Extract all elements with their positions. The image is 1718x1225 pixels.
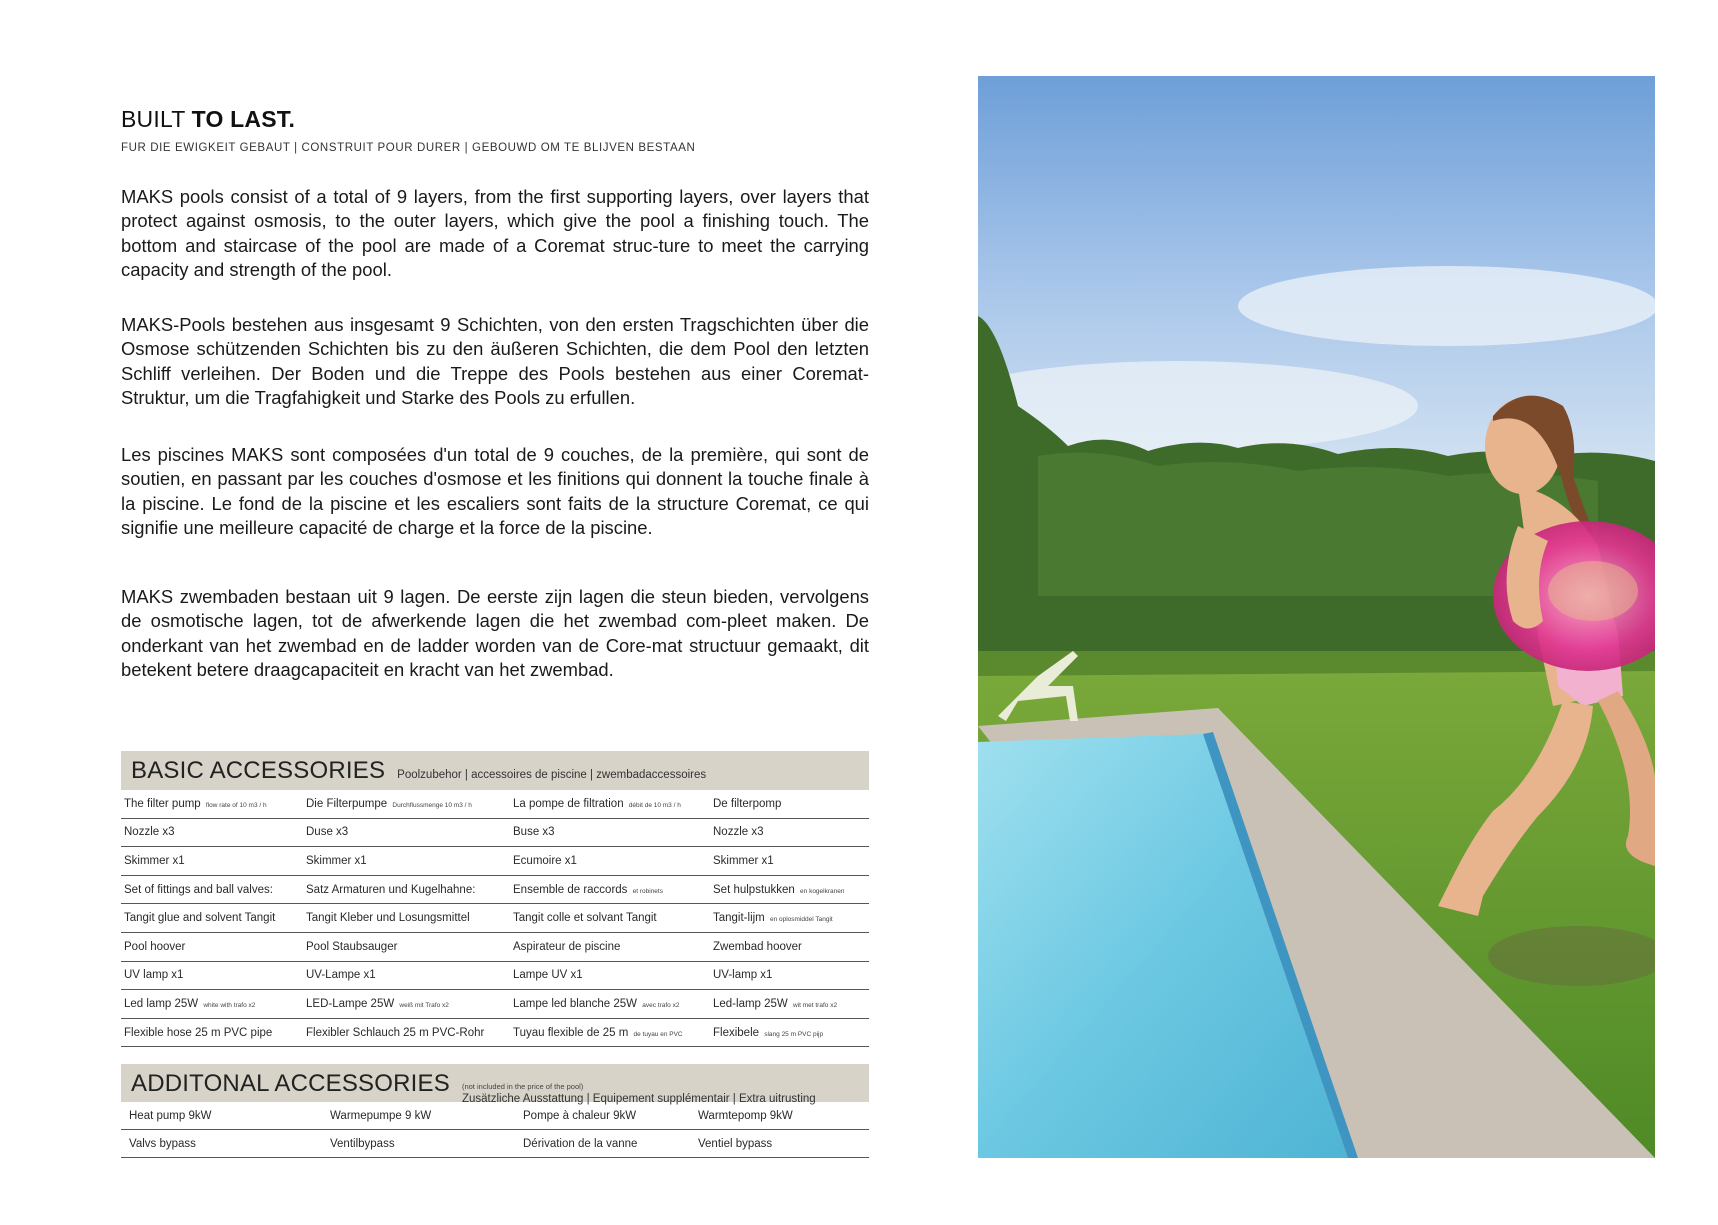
table-cell <box>513 969 713 981</box>
table-cell <box>713 798 869 810</box>
paragraph-dutch: MAKS zwembaden bestaan uit 9 lagen. De eerste zijn lagen die steun bieden, vervolgens de osmotische lagen, tot de afwerkende lagen die het zwembad com-pleet maken. De onderkant van het zwembad en de ladder worden van de Core-mat structuur gemaakt, dit betekent betere draagcapaciteit en kracht van het zwembad. <box>121 586 869 680</box>
table-cell <box>513 998 713 1010</box>
table-row <box>121 819 869 848</box>
cell-text: UV-lamp x1 <box>713 969 773 982</box>
cell-text: Tangit colle et solvant Tangit <box>513 912 657 925</box>
cell-text: Set of fittings and ball valves: <box>124 883 273 896</box>
table-cell <box>330 1110 523 1122</box>
table-row <box>121 933 869 962</box>
table-row <box>121 1019 869 1048</box>
table-cell <box>306 912 513 924</box>
basic-accessories-subtitle: Poolzubehor | accessoires de piscine | zwembadaccessoires <box>397 769 707 781</box>
cell-text: Ventiel bypass <box>698 1137 773 1150</box>
table-cell <box>513 798 713 810</box>
table-cell <box>121 1027 306 1039</box>
paragraph-french: Les piscines MAKS sont composées d'un total de 9 couches, de la première, qui sont de soutien, en passant par les couches d'osmose et les finitions qui donnent la touche finale à la piscine. Le fond de la piscine et les escaliers sont faits de la structure Coremat, ce qui signifie une meilleure capacité de charge et la force de la piscine. <box>121 444 869 538</box>
pool-scene-illustration <box>978 76 1655 1158</box>
table-cell <box>121 1138 330 1150</box>
additional-accessories-note: (not included in the price of the pool) <box>461 1082 584 1091</box>
table-cell <box>513 912 713 924</box>
table-cell <box>121 798 306 810</box>
title-part-1: BUILT <box>121 106 186 132</box>
additional-accessories-subtitle: Zusätzliche Ausstattung | Equipement supplémentair | Extra uitrusting <box>461 1093 816 1105</box>
table-cell <box>306 1027 513 1039</box>
cell-text: Flexibele <box>713 1026 763 1039</box>
table-cell <box>698 1138 869 1150</box>
table-row <box>121 1130 869 1158</box>
swim-ring-hole <box>1548 561 1638 621</box>
cell-note: white with trafo x2 <box>203 1001 256 1009</box>
table-cell <box>698 1110 869 1122</box>
cell-text: La pompe de filtration <box>513 797 627 810</box>
cell-text: Duse x3 <box>306 826 349 839</box>
cell-note: flow rate of 10 m3 / h <box>205 801 267 809</box>
cell-note: et robinets <box>632 887 663 895</box>
table-cell <box>121 1110 330 1122</box>
cell-text: Tangit-lijm <box>713 912 768 925</box>
table-cell <box>121 884 306 896</box>
table-cell <box>523 1138 698 1150</box>
page-subtitle: FUR DIE EWIGKEIT GEBAUT | CONSTRUIT POUR DURER | GEBOUWD OM TE BLIJVEN BESTAAN <box>121 142 696 154</box>
cell-text: UV-Lampe x1 <box>306 969 376 982</box>
table-row <box>121 876 869 905</box>
cell-text: UV lamp x1 <box>124 969 184 982</box>
cell-text: Set hulpstukken <box>713 883 799 896</box>
table-cell <box>713 969 869 981</box>
table-cell <box>121 998 306 1010</box>
cell-text: Warmtepomp 9kW <box>698 1109 793 1122</box>
table-cell <box>306 798 513 810</box>
cell-text: Zwembad hoover <box>713 940 802 953</box>
cell-text: Nozzle x3 <box>124 826 175 839</box>
cell-text: Led lamp 25W <box>124 997 202 1010</box>
table-cell <box>330 1138 523 1150</box>
table-cell <box>121 855 306 867</box>
table-row <box>121 847 869 876</box>
cell-text: Nozzle x3 <box>713 826 764 839</box>
table-cell <box>713 1027 869 1039</box>
cell-text: Flexibler Schlauch 25 m PVC-Rohr <box>306 1026 485 1039</box>
table-row <box>121 990 869 1019</box>
cell-note: avec trafo x2 <box>642 1001 680 1009</box>
cell-text: Buse x3 <box>513 826 555 839</box>
table-cell <box>713 855 869 867</box>
table-cell <box>713 826 869 838</box>
table-row <box>121 962 869 991</box>
table-row <box>121 790 869 819</box>
cell-text: Warmepumpe 9 kW <box>330 1109 432 1122</box>
pool-photo <box>978 76 1655 1158</box>
cell-text: Valvs bypass <box>129 1137 196 1150</box>
table-cell <box>306 969 513 981</box>
cell-text: Tangit Kleber und Losungsmittel <box>306 912 470 925</box>
cell-text: Ensemble de raccords <box>513 883 631 896</box>
cell-text: Tangit glue and solvent Tangit <box>124 912 276 925</box>
table-cell <box>713 998 869 1010</box>
cell-text: Pompe à chaleur 9kW <box>523 1109 637 1122</box>
table-cell <box>306 855 513 867</box>
cell-text: Pool hoover <box>124 940 186 953</box>
cell-note: de tuyau en PVC <box>633 1030 683 1038</box>
cell-text: Die Filterpumpe <box>306 797 391 810</box>
title-part-2: TO LAST. <box>191 106 296 132</box>
paragraph-english: MAKS pools consist of a total of 9 layers, from the first supporting layers, over layers that protect against osmosis, to the outer layers, which give the pool a finishing touch. The bottom and staircase of the pool are made of a Coremat struc-ture to meet the carrying capacity and strength of the pool. <box>121 186 869 280</box>
table-cell <box>513 884 713 896</box>
table-cell <box>121 826 306 838</box>
table-cell <box>713 884 869 896</box>
additional-accessories-table <box>121 1102 869 1158</box>
table-cell <box>306 826 513 838</box>
cell-note: débit de 10 m3 / h <box>628 801 681 809</box>
table-row <box>121 1102 869 1130</box>
cell-text: Flexible hose 25 m PVC pipe <box>124 1026 273 1039</box>
table-cell <box>121 941 306 953</box>
additional-accessories-title: ADDITONAL ACCESSORIES <box>131 1070 450 1097</box>
table-cell <box>121 969 306 981</box>
table-cell <box>121 912 306 924</box>
cell-text: Aspirateur de piscine <box>513 940 621 953</box>
cell-text: Lampe led blanche 25W <box>513 997 641 1010</box>
cell-text: LED-Lampe 25W <box>306 997 398 1010</box>
basic-accessories-title: BASIC ACCESSORIES <box>131 757 386 784</box>
table-cell <box>523 1110 698 1122</box>
cell-text: Skimmer x1 <box>713 854 774 867</box>
cell-text: Lampe UV x1 <box>513 969 583 982</box>
additional-accessories-header <box>121 1064 869 1105</box>
cell-text: Ventilbypass <box>330 1137 395 1150</box>
cell-text: The filter pump <box>124 797 204 810</box>
cell-note: en oplosmiddel Tangit <box>769 916 833 924</box>
cell-text: Led-lamp 25W <box>713 997 791 1010</box>
page-title <box>121 106 295 133</box>
cell-text: Écumoire x1 <box>513 854 577 867</box>
cell-text: Pool Staubsauger <box>306 940 398 953</box>
cell-note: slang 25 m PVC pijp <box>764 1030 824 1038</box>
cloud <box>1238 266 1655 346</box>
cell-text: Dérivation de la vanne <box>523 1137 638 1150</box>
cell-note: Durchflussmenge 10 m3 / h <box>392 801 472 809</box>
cell-text: Skimmer x1 <box>124 854 185 867</box>
cell-text: De filterpomp <box>713 797 782 810</box>
table-cell <box>513 1027 713 1039</box>
cell-text: Tuyau flexible de 25 m <box>513 1026 632 1039</box>
table-cell <box>306 998 513 1010</box>
table-cell <box>306 941 513 953</box>
table-row <box>121 904 869 933</box>
table-cell <box>513 855 713 867</box>
table-cell <box>513 941 713 953</box>
cell-note: wit met trafo x2 <box>792 1001 838 1009</box>
cell-note: en kogelkranen <box>800 887 845 895</box>
table-cell <box>713 912 869 924</box>
cell-text: Skimmer x1 <box>306 854 367 867</box>
basic-accessories-table <box>121 790 869 1047</box>
cell-note: weiß mit Trafo x2 <box>399 1001 449 1009</box>
table-cell <box>513 826 713 838</box>
paragraph-german: MAKS-Pools bestehen aus insgesamt 9 Schichten, von den ersten Tragschichten über die Osmose schützenden Schichten bis zu den äußeren Schichten, die dem Pool den letzten Schliff verleihen. Der Boden und die Treppe des Pools bestehen aus einer Coremat-Struktur, um die Tragfahigkeit und Starke des Pools zu erfullen. <box>121 314 869 408</box>
cell-text: Satz Armaturen und Kugelhahne: <box>306 883 476 896</box>
table-cell <box>713 941 869 953</box>
table-cell <box>306 884 513 896</box>
basic-accessories-header <box>121 751 869 790</box>
cell-text: Heat pump 9kW <box>129 1109 212 1122</box>
